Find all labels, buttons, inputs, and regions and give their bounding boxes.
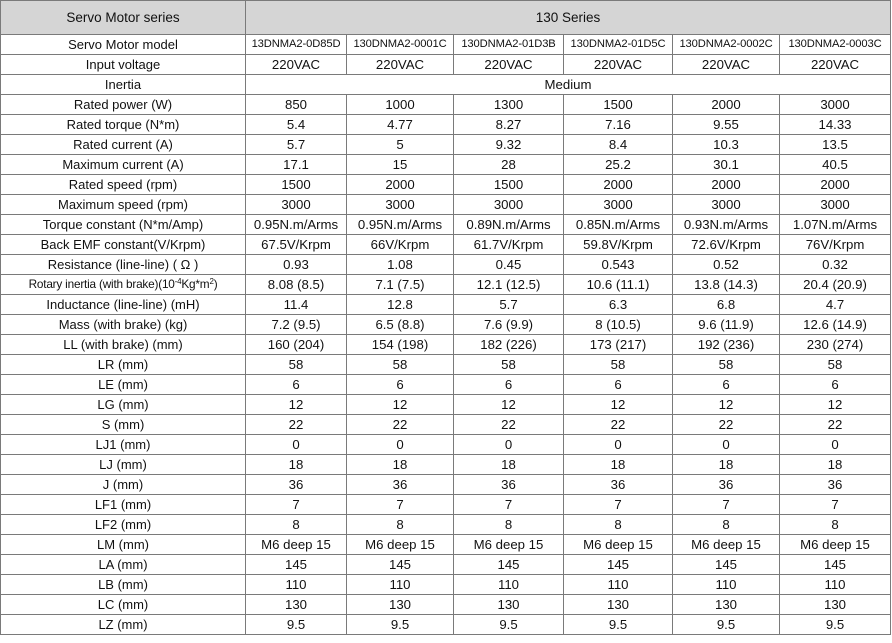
spec-value: 7 — [564, 495, 673, 515]
spec-value: 154 (198) — [347, 335, 454, 355]
spec-value: 1500 — [564, 95, 673, 115]
spec-label: LL (with brake) (mm) — [1, 335, 246, 355]
spec-value: 0.93N.m/Arms — [673, 215, 780, 235]
spec-value: 58 — [780, 355, 891, 375]
spec-row — [1, 415, 891, 435]
spec-value: 17.1 — [246, 155, 347, 175]
spec-value: 7.2 (9.5) — [246, 315, 347, 335]
spec-value: 12 — [347, 395, 454, 415]
spec-value: 22 — [347, 415, 454, 435]
spec-value: 0.52 — [673, 255, 780, 275]
spec-value: 36 — [780, 475, 891, 495]
rotary-label-part: 2 — [209, 277, 214, 286]
spec-value: 0.543 — [564, 255, 673, 275]
header-row — [1, 1, 891, 35]
spec-label: Rated speed (rpm) — [1, 175, 246, 195]
spec-value: 18 — [347, 455, 454, 475]
spec-row — [1, 355, 891, 375]
spec-value: 4.77 — [347, 115, 454, 135]
spec-value: 8 — [246, 515, 347, 535]
spec-value: 8 — [454, 515, 564, 535]
spec-value: 6 — [246, 375, 347, 395]
spec-value: 18 — [454, 455, 564, 475]
spec-value: 6 — [673, 375, 780, 395]
spec-value: 67.5V/Krpm — [246, 235, 347, 255]
spec-value: 9.5 — [347, 615, 454, 635]
spec-row — [1, 235, 891, 255]
spec-label: S (mm) — [1, 415, 246, 435]
spec-row — [1, 55, 891, 75]
spec-value: 22 — [454, 415, 564, 435]
spec-value: 1500 — [454, 175, 564, 195]
spec-value: 66V/Krpm — [347, 235, 454, 255]
spec-value: 9.55 — [673, 115, 780, 135]
spec-value: 12.6 (14.9) — [780, 315, 891, 335]
spec-label: Back EMF constant(V/Krpm) — [1, 235, 246, 255]
spec-value: 7 — [246, 495, 347, 515]
spec-value: 3000 — [780, 195, 891, 215]
spec-value: 0.85N.m/Arms — [564, 215, 673, 235]
spec-value: 36 — [454, 475, 564, 495]
spec-value: 7.1 (7.5) — [347, 275, 454, 295]
spec-value: 130 — [454, 595, 564, 615]
spec-value: 61.7V/Krpm — [454, 235, 564, 255]
spec-value: 18 — [564, 455, 673, 475]
spec-label: Maximum speed (rpm) — [1, 195, 246, 215]
spec-value: 1.08 — [347, 255, 454, 275]
spec-label: LA (mm) — [1, 555, 246, 575]
spec-value: 7.6 (9.9) — [454, 315, 564, 335]
spec-value: 3000 — [347, 195, 454, 215]
spec-value: 36 — [246, 475, 347, 495]
spec-value: 9.5 — [564, 615, 673, 635]
spec-value: 0.95N.m/Arms — [347, 215, 454, 235]
spec-label: LJ (mm) — [1, 455, 246, 475]
spec-value: 0.93 — [246, 255, 347, 275]
spec-label: Mass (with brake) (kg) — [1, 315, 246, 335]
spec-row — [1, 475, 891, 495]
spec-value: 22 — [673, 415, 780, 435]
spec-value: 3000 — [673, 195, 780, 215]
spec-value: 2000 — [673, 175, 780, 195]
rotary-label-part: Kg*m — [181, 277, 210, 291]
spec-value: 76V/Krpm — [780, 235, 891, 255]
spec-row — [1, 595, 891, 615]
spec-value: 5 — [347, 135, 454, 155]
inertia-value: Medium — [246, 75, 891, 95]
spec-value: 8 — [780, 515, 891, 535]
spec-value: 5.7 — [246, 135, 347, 155]
spec-value: 7 — [454, 495, 564, 515]
spec-value: M6 deep 15 — [780, 535, 891, 555]
spec-value: 9.5 — [780, 615, 891, 635]
spec-value: 9.5 — [246, 615, 347, 635]
spec-label: Rated current (A) — [1, 135, 246, 155]
model-cell: 130DNMA2-01D3B — [454, 35, 564, 55]
model-row — [1, 35, 891, 55]
spec-label: Rated torque (N*m) — [1, 115, 246, 135]
spec-value: 18 — [780, 455, 891, 475]
spec-value: 11.4 — [246, 295, 347, 315]
spec-value: 8.27 — [454, 115, 564, 135]
spec-value: 9.5 — [454, 615, 564, 635]
rotary-label-part: Rotary inertia (with brake)(10 — [28, 277, 175, 291]
spec-value: 1000 — [347, 95, 454, 115]
spec-value: 145 — [454, 555, 564, 575]
spec-label: LG (mm) — [1, 395, 246, 415]
spec-row — [1, 275, 891, 295]
spec-value: 2000 — [347, 175, 454, 195]
spec-row — [1, 555, 891, 575]
spec-label: LB (mm) — [1, 575, 246, 595]
spec-row — [1, 495, 891, 515]
spec-value: 59.8V/Krpm — [564, 235, 673, 255]
spec-value: 2000 — [673, 95, 780, 115]
spec-row — [1, 215, 891, 235]
model-cell: 13DNMA2-0D85D — [246, 35, 347, 55]
spec-value: 130 — [564, 595, 673, 615]
spec-value: 220VAC — [246, 55, 347, 75]
spec-label: LC (mm) — [1, 595, 246, 615]
spec-value: 58 — [454, 355, 564, 375]
spec-value: M6 deep 15 — [347, 535, 454, 555]
spec-value: 3000 — [564, 195, 673, 215]
spec-row — [1, 515, 891, 535]
spec-value: M6 deep 15 — [673, 535, 780, 555]
spec-label: LF1 (mm) — [1, 495, 246, 515]
spec-value: M6 deep 15 — [454, 535, 564, 555]
spec-value: 220VAC — [347, 55, 454, 75]
spec-value: M6 deep 15 — [564, 535, 673, 555]
spec-value: 6 — [780, 375, 891, 395]
spec-value: 13.5 — [780, 135, 891, 155]
spec-label: LJ1 (mm) — [1, 435, 246, 455]
rotary-inertia-label — [1, 275, 246, 295]
spec-value: 8.4 — [564, 135, 673, 155]
spec-value: 110 — [454, 575, 564, 595]
spec-value: 8 — [673, 515, 780, 535]
spec-label: LR (mm) — [1, 355, 246, 375]
spec-value: 3000 — [454, 195, 564, 215]
spec-value: 36 — [673, 475, 780, 495]
spec-value: 9.6 (11.9) — [673, 315, 780, 335]
spec-label: LM (mm) — [1, 535, 246, 555]
spec-value: 0 — [454, 435, 564, 455]
spec-value: 145 — [246, 555, 347, 575]
spec-value: 12.1 (12.5) — [454, 275, 564, 295]
spec-value: 220VAC — [673, 55, 780, 75]
model-label: Servo Motor model — [1, 35, 246, 55]
series-label: Servo Motor series — [1, 1, 246, 35]
spec-value: 12.8 — [347, 295, 454, 315]
spec-value: 40.5 — [780, 155, 891, 175]
spec-row — [1, 435, 891, 455]
spec-value: 8 (10.5) — [564, 315, 673, 335]
spec-value: 220VAC — [454, 55, 564, 75]
spec-label: Torque constant (N*m/Amp) — [1, 215, 246, 235]
spec-value: 145 — [780, 555, 891, 575]
spec-value: 14.33 — [780, 115, 891, 135]
spec-value: 0.95N.m/Arms — [246, 215, 347, 235]
spec-value: 4.7 — [780, 295, 891, 315]
spec-value: 0 — [780, 435, 891, 455]
spec-value: 850 — [246, 95, 347, 115]
spec-label: Maximum current (A) — [1, 155, 246, 175]
spec-label: LE (mm) — [1, 375, 246, 395]
model-cell: 130DNMA2-0003C — [780, 35, 891, 55]
model-cell: 130DNMA2-0002C — [673, 35, 780, 55]
spec-value: 3000 — [246, 195, 347, 215]
spec-value: 1300 — [454, 95, 564, 115]
spec-value: 12 — [564, 395, 673, 415]
rotary-label-part: ) — [213, 277, 218, 291]
spec-value: 145 — [564, 555, 673, 575]
spec-value: 5.7 — [454, 295, 564, 315]
spec-value: 36 — [347, 475, 454, 495]
spec-label: Resistance (line-line) ( Ω ) — [1, 255, 246, 275]
spec-value: 110 — [564, 575, 673, 595]
spec-value: 12 — [454, 395, 564, 415]
spec-value: 0 — [347, 435, 454, 455]
spec-row — [1, 315, 891, 335]
spec-value: 230 (274) — [780, 335, 891, 355]
spec-value: 22 — [246, 415, 347, 435]
spec-value: 72.6V/Krpm — [673, 235, 780, 255]
model-cell: 130DNMA2-01D5C — [564, 35, 673, 55]
spec-value: 6 — [454, 375, 564, 395]
spec-row — [1, 295, 891, 315]
spec-value: 1500 — [246, 175, 347, 195]
spec-value: 7 — [347, 495, 454, 515]
spec-value: 6 — [347, 375, 454, 395]
spec-value: 3000 — [780, 95, 891, 115]
spec-value: 8 — [564, 515, 673, 535]
spec-value: 173 (217) — [564, 335, 673, 355]
spec-value: 9.32 — [454, 135, 564, 155]
spec-row — [1, 175, 891, 195]
spec-value: 8 — [347, 515, 454, 535]
model-cell: 130DNMA2-0001C — [347, 35, 454, 55]
spec-value: 22 — [564, 415, 673, 435]
spec-value: 182 (226) — [454, 335, 564, 355]
spec-value: 58 — [246, 355, 347, 375]
spec-row — [1, 95, 891, 115]
spec-value: 7 — [780, 495, 891, 515]
spec-value: 220VAC — [780, 55, 891, 75]
inertia-label: Inertia — [1, 75, 246, 95]
spec-row — [1, 535, 891, 555]
spec-value: 110 — [673, 575, 780, 595]
spec-value: 0.45 — [454, 255, 564, 275]
spec-row — [1, 155, 891, 175]
spec-row — [1, 195, 891, 215]
spec-value: 145 — [673, 555, 780, 575]
spec-label: Inductance (line-line) (mH) — [1, 295, 246, 315]
spec-value: 0 — [246, 435, 347, 455]
spec-value: 130 — [246, 595, 347, 615]
spec-value: 58 — [347, 355, 454, 375]
spec-value: 7 — [673, 495, 780, 515]
spec-value: 8.08 (8.5) — [246, 275, 347, 295]
spec-value: 10.6 (11.1) — [564, 275, 673, 295]
spec-row — [1, 395, 891, 415]
spec-value: 28 — [454, 155, 564, 175]
spec-label: LF2 (mm) — [1, 515, 246, 535]
series-value: 130 Series — [246, 1, 891, 35]
spec-value: 110 — [347, 575, 454, 595]
spec-value: 110 — [246, 575, 347, 595]
spec-value: 7.16 — [564, 115, 673, 135]
spec-row — [1, 375, 891, 395]
spec-value: 36 — [564, 475, 673, 495]
spec-row — [1, 135, 891, 155]
spec-value: 5.4 — [246, 115, 347, 135]
spec-value: 130 — [780, 595, 891, 615]
spec-label: Input voltage — [1, 55, 246, 75]
spec-label: Rated power (W) — [1, 95, 246, 115]
spec-value: M6 deep 15 — [246, 535, 347, 555]
spec-value: 130 — [347, 595, 454, 615]
spec-value: 9.5 — [673, 615, 780, 635]
spec-value: 192 (236) — [673, 335, 780, 355]
spec-label: LZ (mm) — [1, 615, 246, 635]
spec-value: 22 — [780, 415, 891, 435]
spec-value: 12 — [246, 395, 347, 415]
spec-value: 0.32 — [780, 255, 891, 275]
spec-value: 220VAC — [564, 55, 673, 75]
spec-value: 110 — [780, 575, 891, 595]
spec-value: 20.4 (20.9) — [780, 275, 891, 295]
spec-value: 0 — [564, 435, 673, 455]
spec-value: 58 — [673, 355, 780, 375]
spec-value: 145 — [347, 555, 454, 575]
spec-value: 12 — [780, 395, 891, 415]
spec-value: 130 — [673, 595, 780, 615]
spec-row — [1, 455, 891, 475]
spec-row — [1, 115, 891, 135]
spec-value: 10.3 — [673, 135, 780, 155]
spec-value: 58 — [564, 355, 673, 375]
spec-value: 25.2 — [564, 155, 673, 175]
spec-value: 1.07N.m/Arms — [780, 215, 891, 235]
spec-value: 15 — [347, 155, 454, 175]
spec-value: 18 — [246, 455, 347, 475]
inertia-row — [1, 75, 891, 95]
spec-value: 0.89N.m/Arms — [454, 215, 564, 235]
spec-value: 0 — [673, 435, 780, 455]
spec-value: 160 (204) — [246, 335, 347, 355]
spec-label: J (mm) — [1, 475, 246, 495]
spec-value: 12 — [673, 395, 780, 415]
spec-row — [1, 575, 891, 595]
spec-value: 13.8 (14.3) — [673, 275, 780, 295]
spec-value: 30.1 — [673, 155, 780, 175]
spec-value: 2000 — [780, 175, 891, 195]
spec-row — [1, 255, 891, 275]
spec-row — [1, 335, 891, 355]
spec-value: 2000 — [564, 175, 673, 195]
spec-value: 18 — [673, 455, 780, 475]
spec-value: 6 — [564, 375, 673, 395]
spec-row — [1, 615, 891, 635]
spec-value: 6.3 — [564, 295, 673, 315]
spec-value: 6.5 (8.8) — [347, 315, 454, 335]
spec-value: 6.8 — [673, 295, 780, 315]
rotary-label-part: -4 — [174, 277, 182, 286]
